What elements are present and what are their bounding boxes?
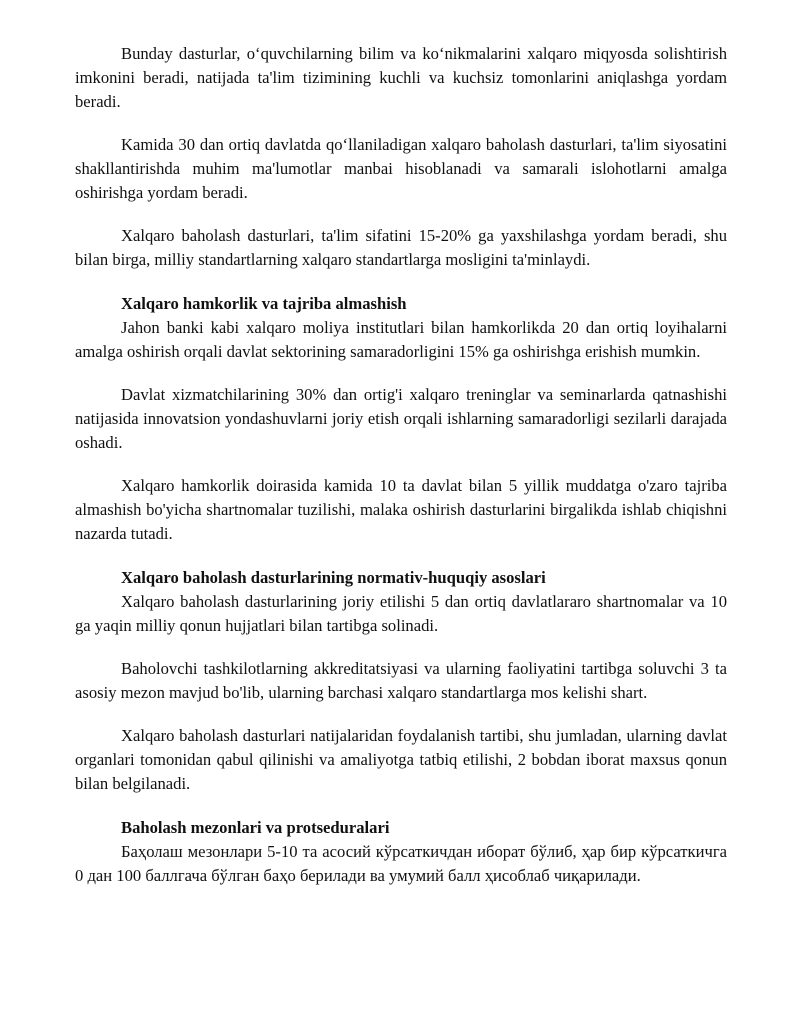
paragraph-6: Xalqaro hamkorlik doirasida kamida 10 ta davlat bilan 5 yillik muddatga o'zaro tajriba almashish bo'yicha shartnomalar tuzilishi, malaka oshirish dasturlarini birgalikda ishlab chiqishni nazarda tutadi.: [75, 476, 727, 543]
paragraph-1: Bunday dasturlar, o‘quvchilarning bilim va ko‘nikmalarini xalqaro miqyosda solishtirish imkonini beradi, natijada ta'lim tizimining kuchli va kuchsiz tomonlarini aniqlashga yordam beradi.: [75, 44, 727, 111]
section-heading-criteria: Baholash mezonlari va protseduralari: [121, 818, 390, 837]
paragraph-4: Jahon banki kabi xalqaro moliya institutlari bilan hamkorlikda 20 dan ortiq loyihalarni amalga oshirish orqali davlat sektorining samaradorligini 15% ga oshirishga erishish mumkin.: [75, 318, 727, 361]
paragraph-2: Kamida 30 dan ortiq davlatda qo‘llaniladigan xalqaro baholash dasturlari, ta'lim siyosatini shakllantirishda muhim ma'lumotlar manbai hisoblanadi va samarali islohotlarni amalga oshirishga yordam beradi.: [75, 135, 727, 202]
paragraph-5: Davlat xizmatchilarining 30% dan ortig'i xalqaro treninglar va seminarlarda qatnashishi natijasida innovatsion yondashuvlarni joriy etish orqali ishlarning samaradorligi sezilarli darajada oshadi.: [75, 385, 727, 452]
paragraph-9: Xalqaro baholash dasturlari natijalaridan foydalanish tartibi, shu jumladan, ularning davlat organlari tomonidan qabul qilinishi va amaliyotga tatbiq etilishi, 2 bobdan iborat maxsus qonun bilan belgilanadi.: [75, 726, 727, 793]
paragraph-10: Баҳолаш мезонлари 5-10 та асосий кўрсаткичдан иборат бўлиб, ҳар бир кўрсаткичга 0 дан 100 баллгача бўлган баҳо берилади ва умумий балл ҳисоблаб чиқарилади.: [75, 842, 727, 885]
paragraph-7: Xalqaro baholash dasturlarining joriy etilishi 5 dan ortiq davlatlararo shartnomalar va 10 ga yaqin milliy qonun hujjatlari bilan tartibga solinadi.: [75, 592, 727, 635]
paragraph-8: Baholovchi tashkilotlarning akkreditatsiyasi va ularning faoliyatini tartibga soluvchi 3 ta asosiy mezon mavjud bo'lib, ularning barchasi xalqaro standartlarga mos kelishi shart.: [75, 659, 727, 702]
section-heading-legal: Xalqaro baholash dasturlarining normativ-huquqiy asoslari: [121, 568, 546, 587]
document-page: [75, 42, 727, 888]
paragraph-3: Xalqaro baholash dasturlari, ta'lim sifatini 15-20% ga yaxshilashga yordam beradi, shu bilan birga, milliy standartlarning xalqaro standartlarga mosligini ta'minlaydi.: [75, 226, 727, 269]
section-heading-cooperation: Xalqaro hamkorlik va tajriba almashish: [121, 294, 407, 313]
